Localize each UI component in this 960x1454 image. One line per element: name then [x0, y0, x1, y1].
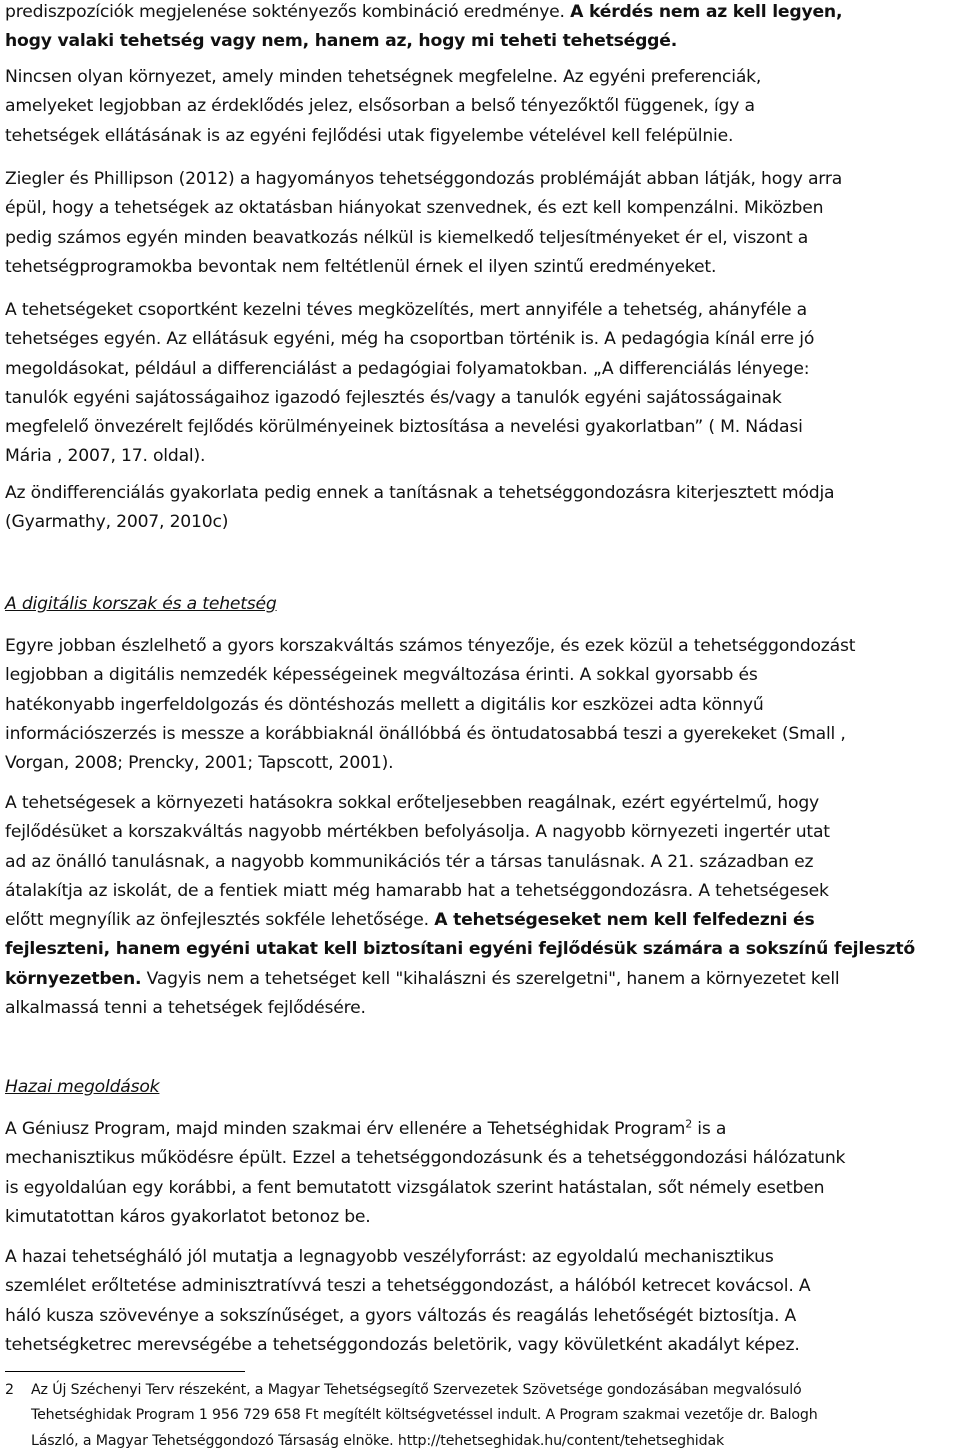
paragraph-line: Az öndifferenciálás gyakorlata pedig ennek a tanításnak a tehetséggondozásra kiterjesztett módja — [5, 483, 835, 503]
emphasis-text: A tehetségeseket nem kell felfedezni és — [434, 910, 815, 931]
paragraph-line: háló kusza szövevénye a sokszínűséget, a gyors változás és reagálás lehetőségét biztosítja. A — [5, 1305, 797, 1326]
paragraph-line: megfelelő önvezérelt fejlődés körülményeinek biztosítása a nevelési gyakorlatban” ( M. Nádasi — [5, 417, 803, 438]
paragraph-1 — [5, 0, 842, 57]
paragraph-line: is egyoldalúan egy korábbi, a fent bemutatott vizsgálatok szerint hatástalan, sőt némely esetben — [5, 1177, 825, 1198]
text-run: is a — [692, 1119, 727, 1139]
section-heading-domestic-solutions: Hazai megoldások — [5, 1077, 160, 1097]
text-run: prediszpozíciók megjelenése soktényezős kombináció eredménye. — [5, 2, 571, 22]
paragraph-4 — [5, 296, 814, 472]
paragraph-line: tehetségprogramokba bevontak nem feltétlenül érnek el ilyen szintű eredményeket. — [5, 256, 717, 277]
footnote-text: Az Új Széchenyi Terv részeként, a Magyar Tehetségsegítő Szervezetek Szövetsége gondozásában megvalósuló — [31, 1382, 802, 1398]
emphasis-text: környezetben. — [5, 968, 142, 989]
text-run: A Géniusz Program, majd minden szakmai érv ellenére a Tehetséghidak Program — [5, 1119, 686, 1139]
paragraph-line: pedig számos egyén minden beavatkozás nélkül is kiemelkedő teljesítményeket ér el, viszont a — [5, 227, 809, 248]
footnote-separator — [5, 1371, 245, 1372]
paragraph-2 — [5, 63, 761, 151]
paragraph-line: A tehetségeket csoportként kezelni téves megközelítés, mert annyiféle a tehetség, ahányféle a — [5, 300, 807, 320]
footnote-number: 2 — [5, 1382, 14, 1398]
paragraph-line: tehetségketrec merevségébe a tehetséggondozás beletörik, vagy kövületként akadályt képez. — [5, 1334, 800, 1355]
paragraph-line: szemlélet erőltetése adminisztratívvá teszi a tehetséggondozást, a hálóból ketrecet kovácsol. A — [5, 1276, 811, 1297]
emphasis-line: hogy valaki tehetség vagy nem, hanem az, hogy mi teheti tehetséggé. — [5, 31, 678, 52]
footnote-line: Tehetséghidak Program 1 956 729 658 Ft megítélt költségvetéssel indult. A Program szakmai vezetője dr. Balogh — [31, 1407, 818, 1424]
paragraph-8 — [5, 1115, 845, 1232]
paragraph-line: Egyre jobban észlelhető a gyors korszakváltás számos tényezője, és ezek közül a tehetséggondozást — [5, 636, 856, 656]
paragraph-line: ad az önálló tanulásnak, a nagyobb kommunikációs tér a társas tanulásnak. A 21. században ez — [5, 851, 814, 872]
paragraph-line: kimutatottan káros gyakorlatot betonoz be. — [5, 1206, 371, 1227]
paragraph-line: Nincsen olyan környezet, amely minden tehetségnek megfelelne. Az egyéni preferenciák, — [5, 67, 762, 87]
text-run: előtt megnyílik az önfejlesztés sokféle lehetősége. — [5, 910, 435, 931]
paragraph-line: (Gyarmathy, 2007, 2010c) — [5, 512, 229, 533]
emphasis-text: A kérdés nem az kell legyen, — [570, 2, 843, 22]
section-heading-digital-era: A digitális korszak és a tehetség — [5, 594, 277, 614]
paragraph-line — [5, 1115, 845, 1144]
paragraph-line: tehetséges egyén. Az ellátásuk egyéni, még ha csoportban történik is. A pedagógia kínál erre jó — [5, 329, 815, 350]
paragraph-line: amelyeket legjobban az érdeklődés jelez, elsősorban a belső tényezőktől függenek, így a — [5, 96, 755, 117]
paragraph-line: legjobban a digitális nemzedék képességeinek megváltozása érinti. A sokkal gyorsabb és — [5, 665, 758, 686]
paragraph-line: A tehetségesek a környezeti hatásokra sokkal erőteljesebben reagálnak, ezért egyértelmű, hogy — [5, 793, 820, 813]
footnote-line[interactable]: László, a Magyar Tehetséggondozó Társaság elnöke. http://tehetseghidak.hu/content/tehetseghidak — [31, 1432, 725, 1449]
paragraph-line: mechanisztikus működésre épült. Ezzel a tehetséggondozásunk és a tehetséggondozási hálózatunk — [5, 1148, 846, 1169]
paragraph-line: alkalmassá tenni a tehetségek fejlődésére. — [5, 998, 366, 1019]
paragraph-line: Mária , 2007, 17. oldal). — [5, 446, 206, 467]
paragraph-9 — [5, 1243, 810, 1360]
paragraph-line — [5, 906, 915, 935]
paragraph-line: Vorgan, 2008; Prencky, 2001; Tapscott, 2001). — [5, 753, 394, 774]
paragraph-5 — [5, 479, 834, 538]
paragraph-line: megoldásokat, például a differenciálást a pedagógiai folyamatokban. „A differenciálás lényege: — [5, 358, 810, 379]
paragraph-line: fejlődésüket a korszakváltás nagyobb mértékben befolyásolja. A nagyobb környezeti ingertér utat — [5, 822, 830, 843]
paragraph-3 — [5, 165, 842, 282]
footnote-line — [5, 1378, 957, 1403]
text-run: Vagyis nem a tehetséget kell "kihalászni és szerelgetni", hanem a környezetet kell — [141, 968, 840, 989]
paragraph-line: információszerzés is messze a korábbiaknál önállóbbá és öntudatosabbá teszi a gyerekeket (Small , — [5, 723, 846, 744]
paragraph-7 — [5, 789, 915, 1023]
emphasis-line: fejleszteni, hanem egyéni utakat kell biztosítani egyéni fejlődésük számára a sokszínű fejlesztő — [5, 939, 915, 960]
footnote — [5, 1378, 957, 1454]
paragraph-line: tanulók egyéni sajátosságaihoz igazodó fejlesztés és/vagy a tanulók egyéni sajátosságainak — [5, 387, 782, 408]
footnote-reference[interactable]: 2 — [685, 1117, 693, 1131]
paragraph-6 — [5, 632, 855, 778]
paragraph-line: Ziegler és Phillipson (2012) a hagyományos tehetséggondozás problémáját abban látják, hogy arra — [5, 169, 843, 189]
paragraph-line — [5, 965, 915, 994]
paragraph-line: átalakítja az iskolát, de a fentiek miatt még hamarabb hat a tehetséggondozásra. A tehetségesek — [5, 880, 829, 901]
paragraph-line: tehetségek ellátásának is az egyéni fejlődési utak figyelembe vételével kell felépülnie. — [5, 125, 734, 146]
paragraph-line: A hazai tehetségháló jól mutatja a legnagyobb veszélyforrást: az egyoldalú mechanisztikus — [5, 1247, 774, 1267]
paragraph-line: épül, hogy a tehetségek az oktatásban hiányokat szenvednek, és ezt kell kompenzálni. Miközben — [5, 198, 824, 219]
paragraph-line — [5, 0, 842, 27]
paragraph-line: hatékonyabb ingerfeldolgozás és döntéshozás mellett a digitális kor eszközei adta könnyű — [5, 694, 764, 715]
